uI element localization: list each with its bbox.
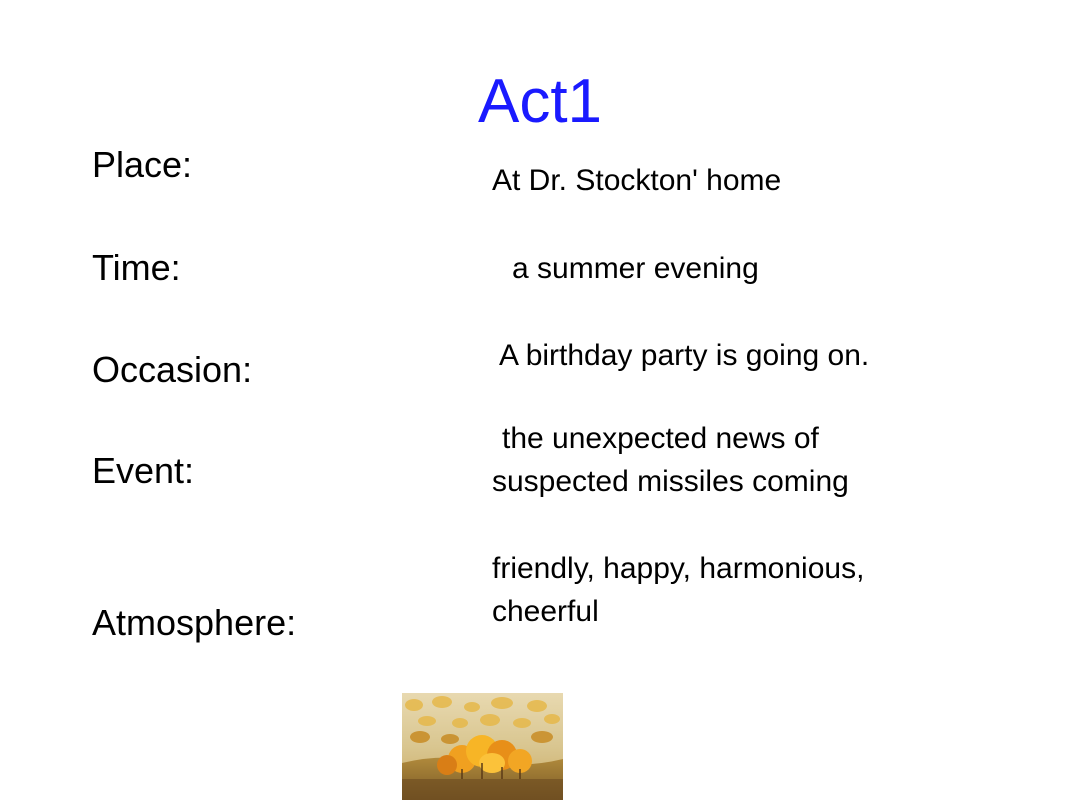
occasion-label: Occasion: <box>92 349 253 390</box>
event-label: Event: <box>92 450 195 491</box>
autumn-landscape-graphic <box>402 693 563 800</box>
time-label: Time: <box>92 247 181 288</box>
atmosphere-value-line-1: friendly, happy, harmonious, <box>492 552 865 585</box>
event-value-line-1: the unexpected news of <box>502 422 819 455</box>
event-value-line-2: suspected missiles coming <box>492 465 849 498</box>
place-label: Place: <box>92 144 193 185</box>
atmosphere-value-line-2: cheerful <box>492 595 599 628</box>
autumn-landscape-photo <box>402 693 563 800</box>
atmosphere-label: Atmosphere: <box>92 602 297 643</box>
slide-title: Act1 <box>477 67 603 136</box>
time-value: a summer evening <box>512 252 759 285</box>
place-value: At Dr. Stockton' home <box>492 164 782 197</box>
occasion-value: A birthday party is going on. <box>499 339 870 372</box>
